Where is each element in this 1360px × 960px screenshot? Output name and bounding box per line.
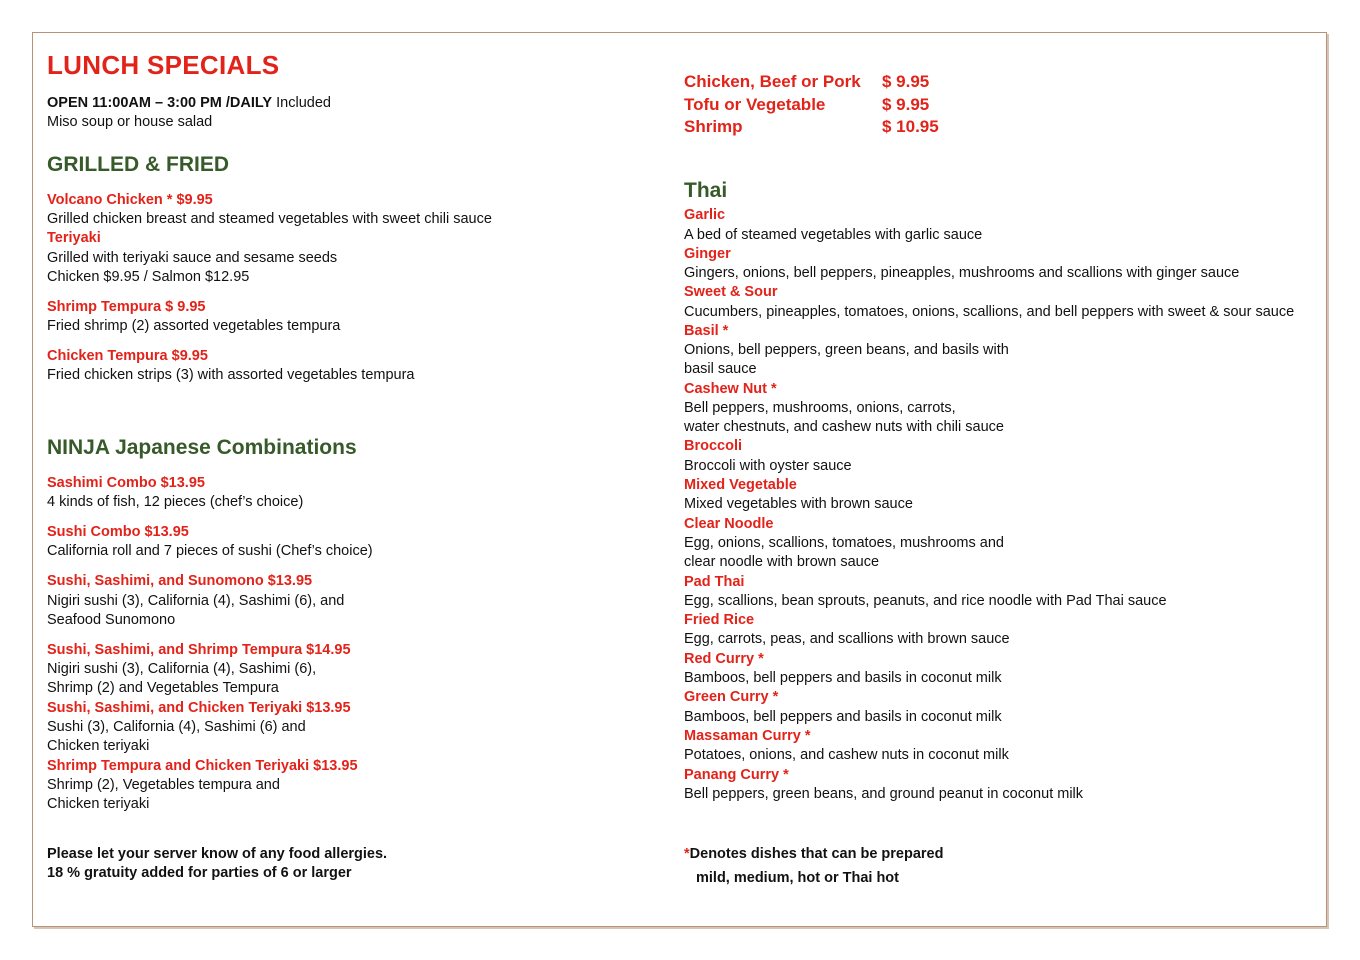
hours-line-2: Miso soup or house salad — [47, 114, 213, 130]
dish-desc: basil sauce — [684, 361, 757, 377]
dish-desc: California roll and 7 pieces of sushi (Chef’s choice) — [47, 543, 373, 559]
dish-desc: Egg, onions, scallions, tomatoes, mushrooms and — [684, 535, 1004, 551]
dish-desc: Mixed vegetables with brown sauce — [684, 496, 913, 512]
hours-line — [47, 95, 331, 111]
dish-name: Fried Rice — [684, 612, 755, 628]
dish-name: Teriyaki — [47, 230, 101, 246]
dish-name: Sushi, Sashimi, and Chicken Teriyaki $13.95 — [47, 700, 351, 716]
dish-desc: Cucumbers, pineapples, tomatoes, onions, scallions, and bell peppers with sweet & sour sauce — [684, 304, 1295, 320]
price-row — [684, 117, 939, 137]
dish-desc: Fried chicken strips (3) with assorted vegetables tempura — [47, 367, 415, 383]
dish-name: Cashew Nut * — [684, 381, 777, 397]
dish-name: Shrimp Tempura $ 9.95 — [47, 299, 206, 315]
price-value: $ 10.95 — [882, 117, 939, 136]
price-row — [684, 95, 929, 115]
price-value: $ 9.95 — [882, 72, 930, 91]
hours-included: Included — [272, 95, 331, 111]
dish-name: Sushi Combo $13.95 — [47, 524, 189, 540]
dish-name: Chicken Tempura $9.95 — [47, 348, 208, 364]
dish-name: Green Curry * — [684, 689, 779, 705]
footnote-star: * — [684, 846, 690, 862]
price-value: $ 9.95 — [882, 95, 930, 114]
dish-desc: Broccoli with oyster sauce — [684, 458, 852, 474]
spice-footnote — [684, 846, 943, 862]
dish-name: Panang Curry * — [684, 767, 789, 783]
price-label: Shrimp — [684, 117, 743, 136]
dish-name: Red Curry * — [684, 651, 764, 667]
dish-name: Clear Noodle — [684, 516, 774, 532]
dish-desc: Seafood Sunomono — [47, 612, 176, 628]
price-label: Tofu or Vegetable — [684, 95, 826, 114]
dish-name: Sushi, Sashimi, and Sunomono $13.95 — [47, 573, 313, 589]
dish-name: Pad Thai — [684, 574, 745, 590]
footnote-text: Denotes dishes that can be prepared — [689, 846, 944, 862]
dish-desc: Sushi (3), California (4), Sashimi (6) and — [47, 719, 306, 735]
gratuity-note: 18 % gratuity added for parties of 6 or larger — [47, 865, 352, 881]
section-title-grilled: GRILLED & FRIED — [47, 153, 229, 176]
dish-name: Ginger — [684, 246, 731, 262]
dish-name: Basil * — [684, 323, 729, 339]
dish-desc: clear noodle with brown sauce — [684, 554, 880, 570]
dish-desc: Bell peppers, mushrooms, onions, carrots, — [684, 400, 956, 416]
dish-desc: Onions, bell peppers, green beans, and basils with — [684, 342, 1009, 358]
dish-desc: Potatoes, onions, and cashew nuts in coconut milk — [684, 747, 1009, 763]
dish-desc: Nigiri sushi (3), California (4), Sashimi (6), — [47, 661, 317, 677]
dish-desc: Gingers, onions, bell peppers, pineapples, mushrooms and scallions with ginger sauce — [684, 265, 1240, 281]
hours-bold: OPEN 11:00AM – 3:00 PM /DAILY — [47, 95, 273, 111]
dish-name: Volcano Chicken * $9.95 — [47, 192, 213, 208]
dish-desc: Nigiri sushi (3), California (4), Sashimi (6), and — [47, 593, 345, 609]
dish-name: Sashimi Combo $13.95 — [47, 475, 205, 491]
dish-name: Broccoli — [684, 438, 743, 454]
dish-desc: Chicken teriyaki — [47, 738, 150, 754]
dish-desc: Shrimp (2) and Vegetables Tempura — [47, 680, 279, 696]
dish-desc: Grilled chicken breast and steamed vegetables with sweet chili sauce — [47, 211, 492, 227]
dish-desc: Chicken $9.95 / Salmon $12.95 — [47, 269, 250, 285]
price-row — [684, 72, 929, 92]
dish-desc: Bamboos, bell peppers and basils in coconut milk — [684, 709, 1002, 725]
section-title-ninja: NINJA Japanese Combinations — [47, 436, 357, 459]
allergy-note: Please let your server know of any food allergies. — [47, 846, 388, 862]
dish-name: Shrimp Tempura and Chicken Teriyaki $13.95 — [47, 758, 358, 774]
spice-levels: mild, medium, hot or Thai hot — [696, 870, 899, 886]
dish-desc: Chicken teriyaki — [47, 796, 150, 812]
dish-desc: Egg, scallions, bean sprouts, peanuts, and rice noodle with Pad Thai sauce — [684, 593, 1167, 609]
price-label: Chicken, Beef or Pork — [684, 72, 861, 91]
dish-desc: Fried shrimp (2) assorted vegetables tempura — [47, 318, 341, 334]
dish-desc: Grilled with teriyaki sauce and sesame seeds — [47, 250, 338, 266]
dish-name: Sweet & Sour — [684, 284, 778, 300]
dish-name: Sushi, Sashimi, and Shrimp Tempura $14.95 — [47, 642, 351, 658]
section-title-thai: Thai — [684, 179, 728, 202]
dish-desc: Bamboos, bell peppers and basils in coconut milk — [684, 670, 1002, 686]
dish-desc: Shrimp (2), Vegetables tempura and — [47, 777, 280, 793]
dish-name: Mixed Vegetable — [684, 477, 797, 493]
dish-desc: Bell peppers, green beans, and ground peanut in coconut milk — [684, 786, 1084, 802]
dish-desc: A bed of steamed vegetables with garlic sauce — [684, 227, 983, 243]
dish-desc: 4 kinds of fish, 12 pieces (chef’s choice) — [47, 494, 304, 510]
menu-title: LUNCH SPECIALS — [47, 50, 280, 80]
dish-desc: water chestnuts, and cashew nuts with chili sauce — [684, 419, 1004, 435]
dish-name: Garlic — [684, 207, 726, 223]
dish-desc: Egg, carrots, peas, and scallions with brown sauce — [684, 631, 1010, 647]
dish-name: Massaman Curry * — [684, 728, 811, 744]
